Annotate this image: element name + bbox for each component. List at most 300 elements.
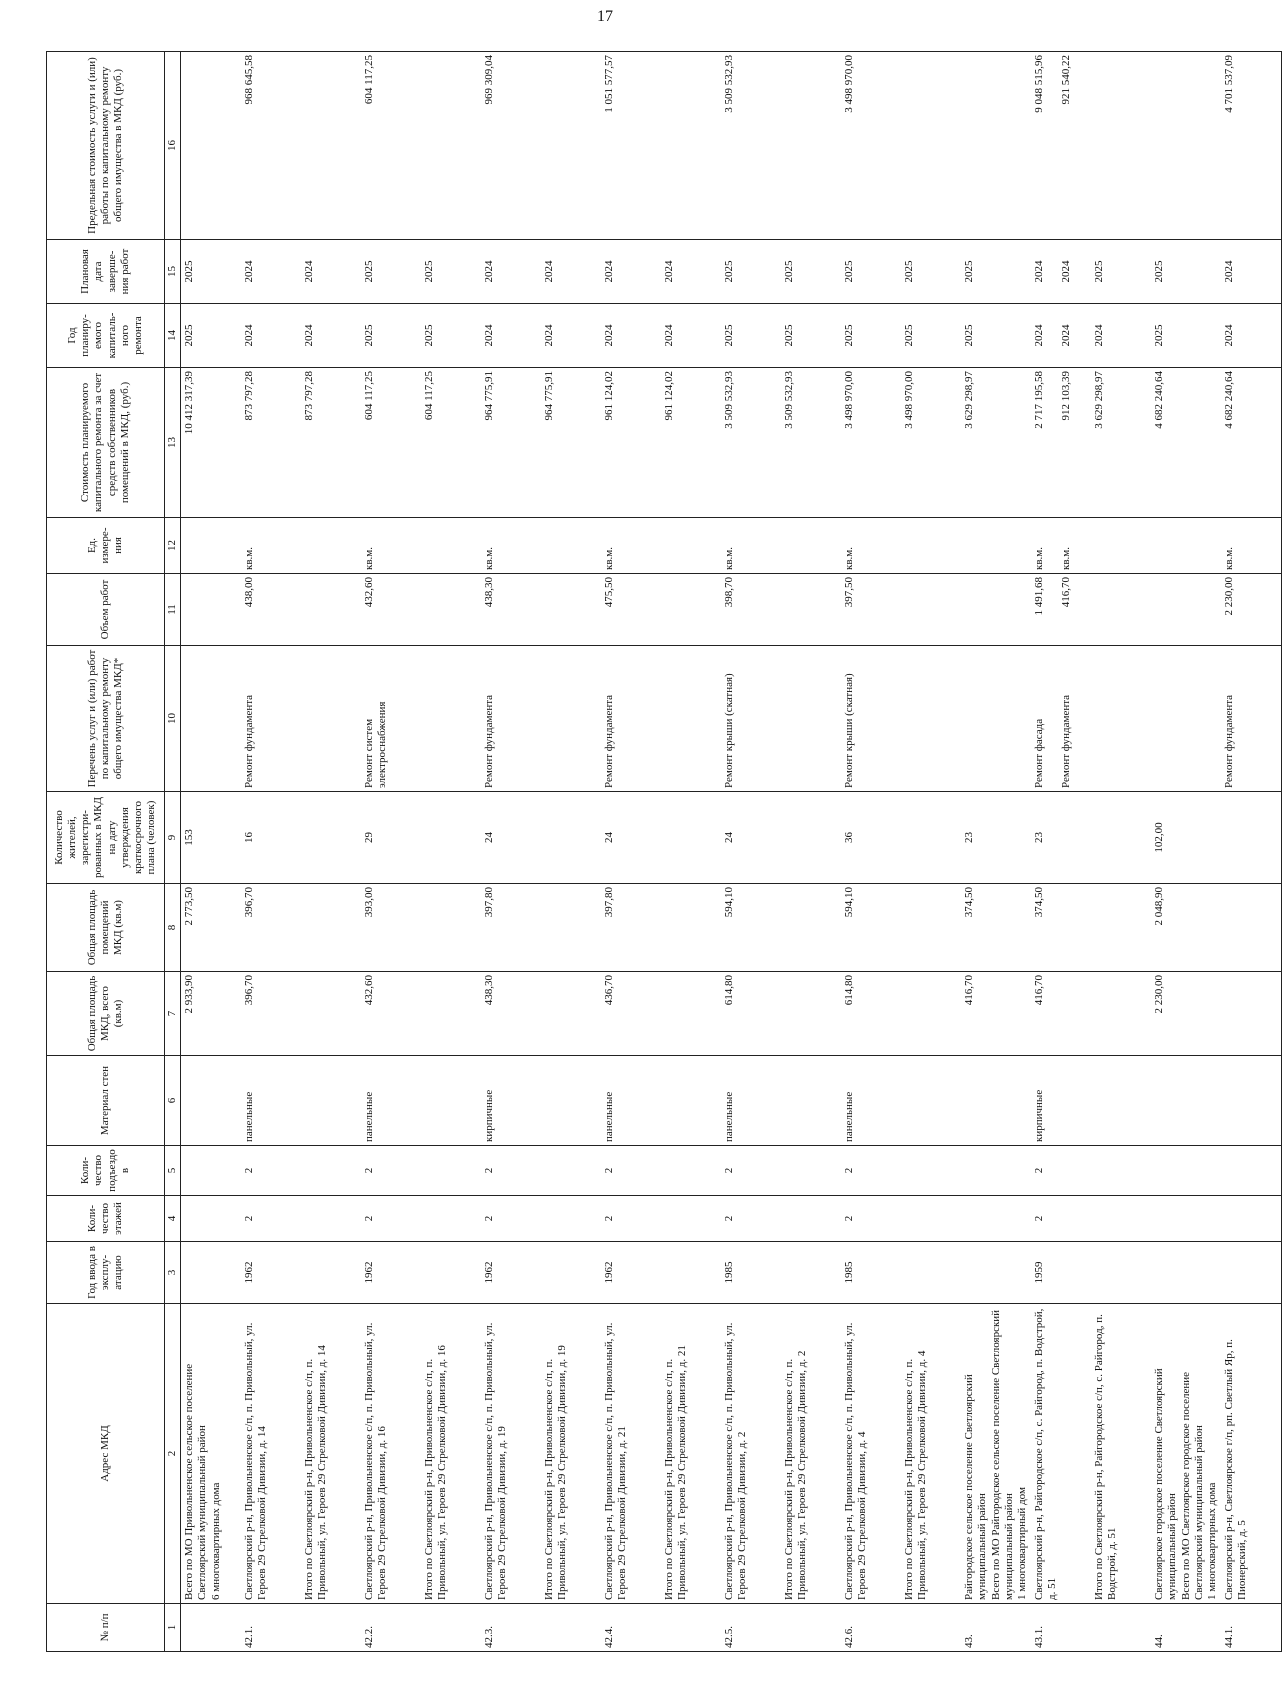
table-row [1091,52,1151,1652]
column-number: 2 [165,1304,181,1604]
residents-count [781,792,841,884]
completion-date: 2024 [661,240,721,304]
address-cell: Всего по МО Привольненское сельское поселение Светлоярский муниципальный район 6 многоквартирных дома [181,1304,242,1604]
residents-count [421,792,481,884]
year-built [661,1242,721,1304]
row-number: 42.4. [601,1604,661,1652]
header-cell: Стоимость планируемого капитального ремонта за счет средств собственников помещений в МКД, (руб.) [47,368,165,518]
residents-count [1221,792,1282,884]
completion-date: 2024 2024 [1031,240,1091,304]
work-volume: 398,70 [721,574,781,646]
premises-area [781,884,841,972]
planned-year: 2024 [241,304,301,368]
table-row [1031,52,1091,1652]
works-list: Ремонт крыши (скатная) [841,646,901,792]
max-cost: 968 645,58 [241,52,301,240]
column-number-row [165,52,181,1652]
floors-count: 2 [1031,1196,1091,1242]
residents-count: 23 [961,792,1031,884]
entrances-count [541,1146,601,1196]
entrances-count [301,1146,361,1196]
max-cost [901,52,961,240]
planned-cost: 961 124,02 [661,368,721,518]
residents-count: 23 [1031,792,1091,884]
address-cell: Светлоярский р-н, Привольненское с/п, п. Привольный, ул. Героев 29 Стрелковой Дивизии, д. 14 [241,1304,301,1604]
works-list [661,646,721,792]
completion-date: 2025 [361,240,421,304]
year-built: 1962 [601,1242,661,1304]
planned-year: 2025 [721,304,781,368]
planned-cost: 3 509 532,93 [781,368,841,518]
completion-date: 2025 [721,240,781,304]
column-number: 3 [165,1242,181,1304]
works-list: Ремонт фундамента [601,646,661,792]
wall-material [541,1056,601,1146]
total-area: 614,80 [841,972,901,1056]
table-row [481,52,541,1652]
year-built: 1962 [481,1242,541,1304]
planned-year: 2025 [421,304,481,368]
year-built [301,1242,361,1304]
work-volume: 438,30 [481,574,541,646]
planned-cost: 4 682 240,64 [1151,368,1221,518]
planned-year: 2024 2024 [1031,304,1091,368]
entrances-count: 2 [841,1146,901,1196]
header-cell: Ед. измере-ния [47,518,165,574]
total-area: 438,30 [481,972,541,1056]
entrances-count [781,1146,841,1196]
wall-material: кирпичные [481,1056,541,1146]
unit: кв.м. [241,518,301,574]
completion-date: 2024 [481,240,541,304]
total-area: 416,70 [1031,972,1091,1056]
unit [1091,518,1151,574]
row-number: 42.3. [481,1604,541,1652]
wall-material [961,1056,1031,1146]
header-cell: Материал стен [47,1056,165,1146]
premises-area: 397,80 [601,884,661,972]
year-built: 1985 [721,1242,781,1304]
unit: кв.м. [841,518,901,574]
table-row [241,52,301,1652]
residents-count [541,792,601,884]
column-number: 15 [165,240,181,304]
header-cell: № п/п [47,1604,165,1652]
completion-date: 2024 [601,240,661,304]
total-area [1221,972,1282,1056]
row-number [181,1604,242,1652]
column-number: 12 [165,518,181,574]
planned-year: 2025 [781,304,841,368]
work-volume [661,574,721,646]
wall-material [421,1056,481,1146]
year-built [901,1242,961,1304]
total-area: 614,80 [721,972,781,1056]
total-area [1091,972,1151,1056]
row-number [541,1604,601,1652]
row-number: 43. [961,1604,1031,1652]
completion-date: 2024 [1221,240,1282,304]
works-list: Ремонт крыши (скатная) [721,646,781,792]
works-list: Ремонт фундамента [1221,646,1282,792]
work-volume [961,574,1031,646]
works-list [541,646,601,792]
total-area: 416,70 [961,972,1031,1056]
max-cost: 9 048 515,96 921 540,22 [1031,52,1091,240]
wall-material: панельные [361,1056,421,1146]
wall-material: панельные [601,1056,661,1146]
planned-cost: 4 682 240,64 [1221,368,1282,518]
wall-material: панельные [241,1056,301,1146]
planned-year: 2024 [661,304,721,368]
max-cost [1151,52,1221,240]
works-list [781,646,841,792]
address-cell: Светлоярский р-н, Привольненское с/п, п. Привольный, ул. Героев 29 Стрелковой Дивизии, д. 21 [601,1304,661,1604]
year-built [1221,1242,1282,1304]
row-number: 44.1. [1221,1604,1282,1652]
header-cell: Коли-чество этажей [47,1196,165,1242]
entrances-count: 2 [1031,1146,1091,1196]
planned-year: 2024 [1221,304,1282,368]
column-number: 11 [165,574,181,646]
work-volume [541,574,601,646]
max-cost: 1 051 577,57 [601,52,661,240]
row-number: 42.6. [841,1604,901,1652]
column-number: 13 [165,368,181,518]
entrances-count [181,1146,242,1196]
premises-area [1091,884,1151,972]
header-cell: Объем работ [47,574,165,646]
planned-cost: 3 629 298,97 [1091,368,1151,518]
column-number: 6 [165,1056,181,1146]
works-list [301,646,361,792]
row-number: 43.1. [1031,1604,1091,1652]
planned-cost: 961 124,02 [601,368,661,518]
total-area: 432,60 [361,972,421,1056]
planned-cost: 3 498 970,00 [841,368,901,518]
entrances-count [1091,1146,1151,1196]
unit [901,518,961,574]
table-row [421,52,481,1652]
wall-material [1151,1056,1221,1146]
completion-date: 2025 [421,240,481,304]
completion-date: 2024 [241,240,301,304]
works-list [421,646,481,792]
planned-year: 2025 [961,304,1031,368]
total-area [421,972,481,1056]
header-cell: Общая площадь МКД, всего (кв.м) [47,972,165,1056]
address-cell: Светлоярский р-н, Привольненское с/п, п. Привольный, ул. Героев 29 Стрелковой Дивизии, д. 4 [841,1304,901,1604]
floors-count [1091,1196,1151,1242]
max-cost: 969 309,04 [481,52,541,240]
premises-area: 2 048,90 [1151,884,1221,972]
column-number: 7 [165,972,181,1056]
header-cell: Коли-чество подъездо в [47,1146,165,1196]
premises-area: 393,00 [361,884,421,972]
table-row [721,52,781,1652]
year-built [781,1242,841,1304]
premises-area: 374,50 [961,884,1031,972]
planned-cost: 3 509 532,93 [721,368,781,518]
table-row [1151,52,1221,1652]
completion-date: 2025 [961,240,1031,304]
completion-date: 2025 [841,240,901,304]
total-area: 436,70 [601,972,661,1056]
address-cell: Итого по Светлоярский р-н, Привольненское с/п, п. Привольный, ул. Героев 29 Стрелковой Дивизии, д. 21 [661,1304,721,1604]
planned-cost: 604 117,25 [361,368,421,518]
planned-cost: 3 629 298,97 [961,368,1031,518]
works-list [181,646,242,792]
works-list: Ремонт фундамента [241,646,301,792]
unit: кв.м. [601,518,661,574]
planned-year: 2024 [541,304,601,368]
table-row [661,52,721,1652]
completion-date: 2024 [541,240,601,304]
header-cell: Общая площадь помещений МКД (кв.м) [47,884,165,972]
work-volume: 432,60 [361,574,421,646]
planned-year: 2025 [841,304,901,368]
premises-area: 397,80 [481,884,541,972]
unit: кв.м. [481,518,541,574]
residents-count: 102,00 [1151,792,1221,884]
works-list [1091,646,1151,792]
year-built [961,1242,1031,1304]
header-cell: Год ввода в эксплу-атацию [47,1242,165,1304]
page-number: 17 [597,8,613,25]
max-cost: 3 498 970,00 [841,52,901,240]
work-volume: 2 230,00 [1221,574,1282,646]
entrances-count: 2 [481,1146,541,1196]
residents-count: 24 [481,792,541,884]
row-number [901,1604,961,1652]
header-cell: Предельная стоимость услуги и (или) работы по капитальному ремонту общего имущества в МКД (руб.) [47,52,165,240]
table-body [165,52,1282,1652]
max-cost: 4 701 537,09 [1221,52,1282,240]
works-list [901,646,961,792]
wall-material [781,1056,841,1146]
unit [1151,518,1221,574]
floors-count: 2 [721,1196,781,1242]
entrances-count: 2 [241,1146,301,1196]
unit [781,518,841,574]
total-area [301,972,361,1056]
wall-material: кирпичные [1031,1056,1091,1146]
planned-year: 2025 [1151,304,1221,368]
table-row [361,52,421,1652]
work-volume: 475,50 [601,574,661,646]
year-built [421,1242,481,1304]
entrances-count [1151,1146,1221,1196]
address-cell: Итого по Светлоярский р-н, Райгородское с/п, с. Райгород, п. Водстрой, д. 51 [1091,1304,1151,1604]
column-number: 4 [165,1196,181,1242]
premises-area [301,884,361,972]
year-built: 1985 [841,1242,901,1304]
header-cell: Год планиру-емого капиталь-ного ремонта [47,304,165,368]
address-cell: Итого по Светлоярский р-н, Привольненское с/п, п. Привольный, ул. Героев 29 Стрелковой Дивизии, д. 16 [421,1304,481,1604]
work-volume [901,574,961,646]
work-volume [421,574,481,646]
residents-count: 29 [361,792,421,884]
floors-count [541,1196,601,1242]
planned-year: 2024 [1091,304,1151,368]
max-cost [181,52,242,240]
completion-date: 2025 [1091,240,1151,304]
row-number: 42.5. [721,1604,781,1652]
address-cell: Светлоярский р-н, Привольненское с/п, п. Привольный, ул. Героев 29 Стрелковой Дивизии, д. 19 [481,1304,541,1604]
unit [421,518,481,574]
planned-cost: 873 797,28 [241,368,301,518]
row-number [1091,1604,1151,1652]
floors-count: 2 [241,1196,301,1242]
floors-count: 2 [361,1196,421,1242]
wall-material [181,1056,242,1146]
completion-date: 2025 [901,240,961,304]
column-number: 5 [165,1146,181,1196]
floors-count: 2 [841,1196,901,1242]
max-cost [661,52,721,240]
planned-cost: 10 412 317,39 [181,368,242,518]
total-area: 396,70 [241,972,301,1056]
floors-count: 2 [481,1196,541,1242]
unit: кв.м. кв.м. [1031,518,1091,574]
address-cell: Итого по Светлоярский р-н, Привольненское с/п, п. Привольный, ул. Героев 29 Стрелковой Дивизии, д. 4 [901,1304,961,1604]
row-number: 44. [1151,1604,1221,1652]
works-list [961,646,1031,792]
unit: кв.м. [1221,518,1282,574]
unit: кв.м. [361,518,421,574]
row-number [301,1604,361,1652]
planned-year: 2024 [601,304,661,368]
planned-year: 2024 [301,304,361,368]
table-row [541,52,601,1652]
rotated-table-sheet [46,52,1249,1652]
premises-area [541,884,601,972]
year-built: 1962 [241,1242,301,1304]
entrances-count [901,1146,961,1196]
max-cost: 3 509 532,93 [721,52,781,240]
total-area: 2 230,00 [1151,972,1221,1056]
max-cost [541,52,601,240]
residents-count: 16 [241,792,301,884]
wall-material [901,1056,961,1146]
column-number: 9 [165,792,181,884]
entrances-count: 2 [721,1146,781,1196]
unit [301,518,361,574]
year-built [1151,1242,1221,1304]
planned-cost: 964 775,91 [541,368,601,518]
floors-count [901,1196,961,1242]
work-volume: 438,00 [241,574,301,646]
wall-material [301,1056,361,1146]
column-number: 8 [165,884,181,972]
entrances-count [421,1146,481,1196]
max-cost [961,52,1031,240]
year-built: 1962 [361,1242,421,1304]
planned-year: 2025 [181,304,242,368]
header-row [47,52,165,1652]
planned-year: 2025 [361,304,421,368]
total-area [781,972,841,1056]
floors-count [661,1196,721,1242]
address-cell: Светлоярский р-н, Привольненское с/п, п. Привольный, ул. Героев 29 Стрелковой Дивизии, д. 2 [721,1304,781,1604]
floors-count [301,1196,361,1242]
floors-count [1151,1196,1221,1242]
address-cell: Светлоярский р-н, Светлоярское г/п, рп. Светлый Яр, п. Пионерский, д. 5 [1221,1304,1282,1604]
total-area [661,972,721,1056]
header-cell: Количество жителей, зарегистри-рованных в МКД на дату утверждения краткосрочного плана (человек) [47,792,165,884]
address-cell: Райгородское сельское поселение Светлоярский муниципальный район Всего по МО Райгородское сельское поселение Светлоярский муниципальный район 1 многоквартирный дом [961,1304,1031,1604]
residents-count: 36 [841,792,901,884]
unit [181,518,242,574]
table-row [901,52,961,1652]
table-row [181,52,242,1652]
works-list: Ремонт фундамента [481,646,541,792]
completion-date: 2025 [781,240,841,304]
row-number [421,1604,481,1652]
table-row [961,52,1031,1652]
year-built [1091,1242,1151,1304]
premises-area: 396,70 [241,884,301,972]
premises-area: 374,50 [1031,884,1091,972]
completion-date: 2025 [181,240,242,304]
address-cell: Итого по Светлоярский р-н, Привольненское с/п, п. Привольный, ул. Героев 29 Стрелковой Дивизии, д. 19 [541,1304,601,1604]
year-built [181,1242,242,1304]
floors-count [181,1196,242,1242]
floors-count [961,1196,1031,1242]
floors-count [1221,1196,1282,1242]
floors-count: 2 [601,1196,661,1242]
work-volume [1091,574,1151,646]
works-list: Ремонт систем электроснабжения [361,646,421,792]
header-cell: Плановая дата заверше-ния работ [47,240,165,304]
residents-count: 153 [181,792,242,884]
row-number [781,1604,841,1652]
planned-cost: 964 775,91 [481,368,541,518]
entrances-count [961,1146,1031,1196]
column-number: 14 [165,304,181,368]
work-volume: 397,50 [841,574,901,646]
address-cell: Итого по Светлоярский р-н, Привольненское с/п, п. Привольный, ул. Героев 29 Стрелковой Дивизии, д. 2 [781,1304,841,1604]
completion-date: 2025 [1151,240,1221,304]
residents-count [1091,792,1151,884]
entrances-count: 2 [361,1146,421,1196]
header-cell: Адрес МКД [47,1304,165,1604]
address-cell: Светлоярское городское поселение Светлоярский муниципальный район Всего по МО Светлоярское городское поселение Светлоярский муниципальный район 1 многоквартирных дома [1151,1304,1221,1604]
wall-material: панельные [721,1056,781,1146]
work-volume [1151,574,1221,646]
works-list: Ремонт фасада Ремонт фундамента [1031,646,1091,792]
address-cell: Итого по Светлоярский р-н, Привольненское с/п, п. Привольный, ул. Героев 29 Стрелковой Дивизии, д. 14 [301,1304,361,1604]
max-cost [1091,52,1151,240]
year-built: 1959 [1031,1242,1091,1304]
row-number [661,1604,721,1652]
planned-cost: 2 717 195,58 912 103,39 [1031,368,1091,518]
planned-cost: 3 498 970,00 [901,368,961,518]
wall-material [1091,1056,1151,1146]
unit [961,518,1031,574]
entrances-count [661,1146,721,1196]
wall-material [661,1056,721,1146]
residents-count: 24 [721,792,781,884]
planned-cost: 873 797,28 [301,368,361,518]
column-number: 16 [165,52,181,240]
floors-count [421,1196,481,1242]
total-area [901,972,961,1056]
address-cell: Светлоярский р-н, Райгородское с/п, с. Райгород, п. Водстрой, д. 51 [1031,1304,1091,1604]
max-cost [301,52,361,240]
unit: кв.м. [721,518,781,574]
work-volume [781,574,841,646]
